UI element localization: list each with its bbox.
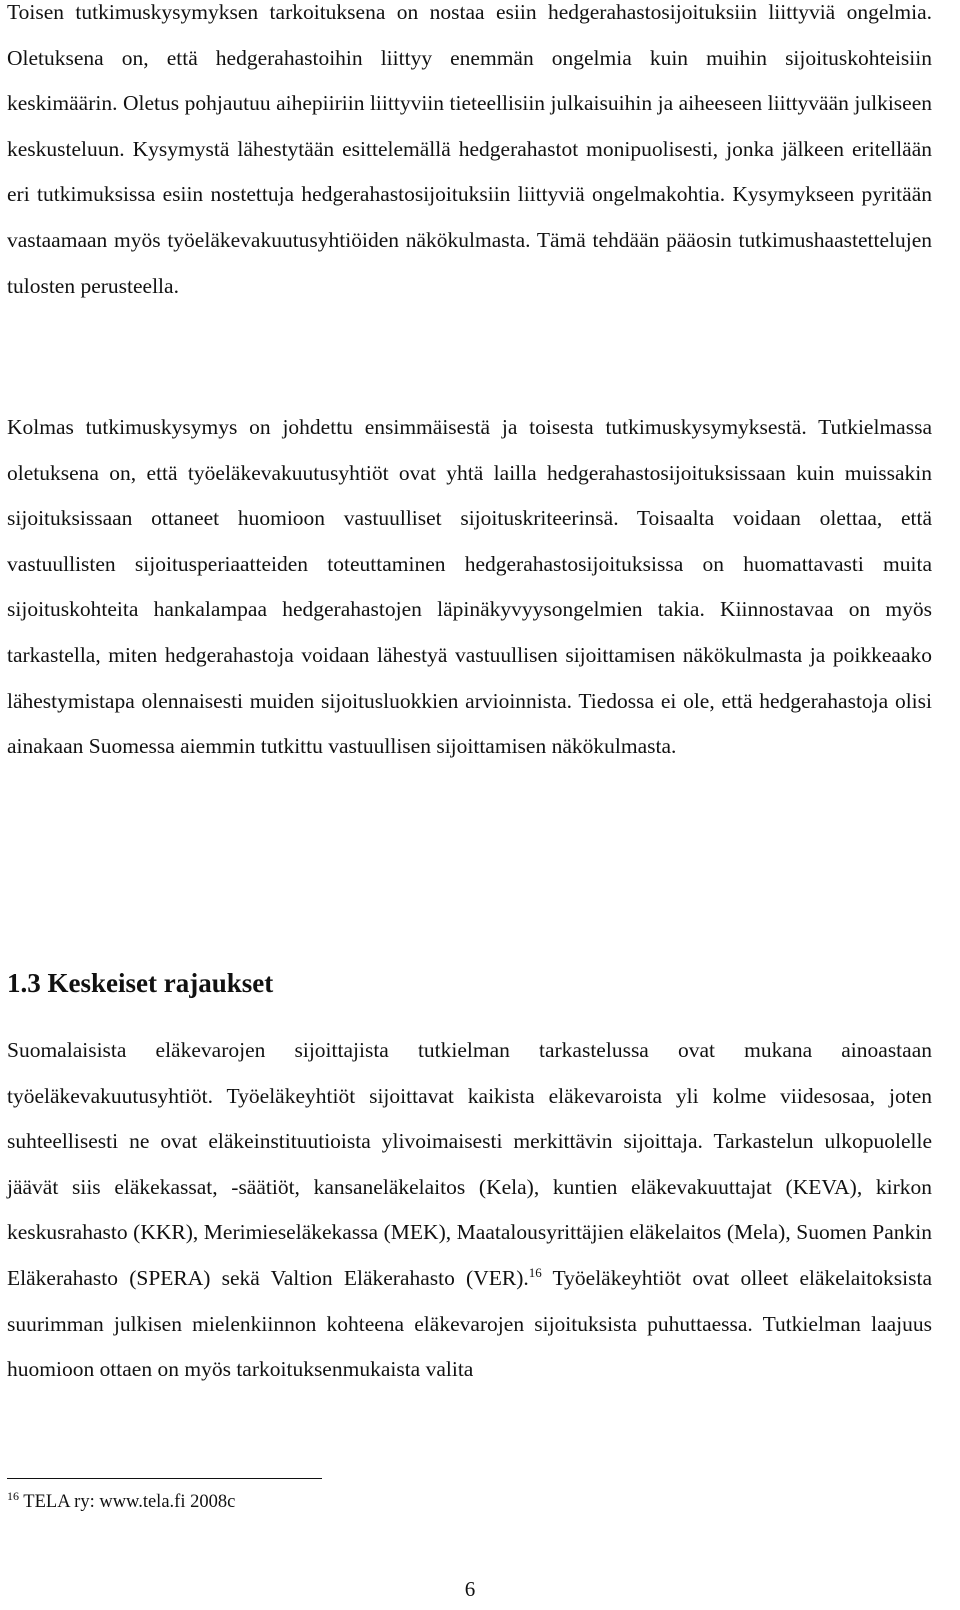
paragraph-research-question-3: Kolmas tutkimuskysymys on johdettu ensimmäisestä ja toisesta tutkimuskysymyksestä. Tutkielmassa oletuksena on, että työeläkevakuutusyhtiöt ovat yhtä lailla hedgerahastosijoituksissaan kuin muissakin sijoituksissaan ottaneet huomioon vastuulliset sijoituskriteerinsä. Toisaalta voidaan olettaa, että vastuullisten sijoitusperiaatteiden toteuttaminen hedgerahastosijoituksissa on huomattavasti muita sijoituskohteita hankalampaa hedgerahastojen läpinäkyvyysongelmien takia. Kiinnostavaa on myös tarkastella, miten hedgerahastoja voidaan lähestyä vastuullisen sijoittamisen näkökulmasta ja poikkeaako lähestymistapa olennaisesti muiden sijoitusluokkien arvioinnista. Tiedossa ei ole, että hedgerahastoja olisi ainakaan Suomessa aiemmin tutkittu vastuullisen sijoittamisen näkökulmasta. [7,415,932,759]
paragraph-text-continued: Työeläkeyhtiöt ovat olleet eläkelaitoksista suurimman julkisen mielenkiinnon kohteena eläkevarojen sijoituksista puhuttaessa. Tutkielman laajuus huomioon ottaen on myös tarkoituksenmukaista valita [7,1265,932,1382]
footnote-text: TELA ry: www.tela.fi 2008c [19,1492,236,1512]
footnote-reference[interactable]: 16 [528,1264,542,1280]
footnote [7,1490,235,1514]
footnote-separator [7,1478,322,1479]
paragraph-research-question-2: Toisen tutkimuskysymyksen tarkoituksena on nostaa esiin hedgerahastosijoituksiin liittyviä ongelmia. Oletuksena on, että hedgerahastoihin liittyy enemmän ongelmia kuin muihin sijoituskohteisiin keskimäärin. Oletus pohjautuu aihepiiriin liittyviin tieteellisiin julkaisuihin ja aiheeseen liittyvään julkiseen keskusteluun. Kysymystä lähestytään esittelemällä hedgerahastot monipuolisesti, jonka jälkeen eritellään eri tutkimuksissa esiin nostettuja hedgerahastosijoituksiin liittyviä ongelmakohtia. Kysymykseen pyritään vastaamaan myös työeläkevakuutusyhtiöiden näkökulmasta. Tämä tehdään pääosin tutkimushaastettelujen tulosten perusteella. [7,0,932,298]
paragraph-text: Suomalaisista eläkevarojen sijoittajista tutkielman tarkastelussa ovat mukana ainoastaan työeläkevakuutusyhtiöt. Työeläkeyhtiöt sijoittavat kaikista eläkevaroista yli kolme viidesosaa, joten suhteellisesti ne ovat eläkeinstituutioista ylivoimaisesti merkittävin sijoittaja. Tarkastelun ulkopuolelle jäävät siis eläkekassat, -säätiöt, kansaneläkelaitos (Kela), kuntien eläkevakuuttajat (KEVA), kirkon keskusrahasto (KKR), Merimieseläkekassa (MEK), Maatalousyrittäjien eläkelaitos (Mela), Suomen Pankin Eläkerahasto (SPERA) sekä Valtion Eläkerahasto (VER). [7,1038,932,1290]
section-heading: 1.3 Keskeiset rajaukset [7,968,274,998]
page-number: 6 [464,1577,476,1601]
paragraph-key-limitations [7,1028,932,1393]
footnote-number: 16 [7,1488,19,1503]
